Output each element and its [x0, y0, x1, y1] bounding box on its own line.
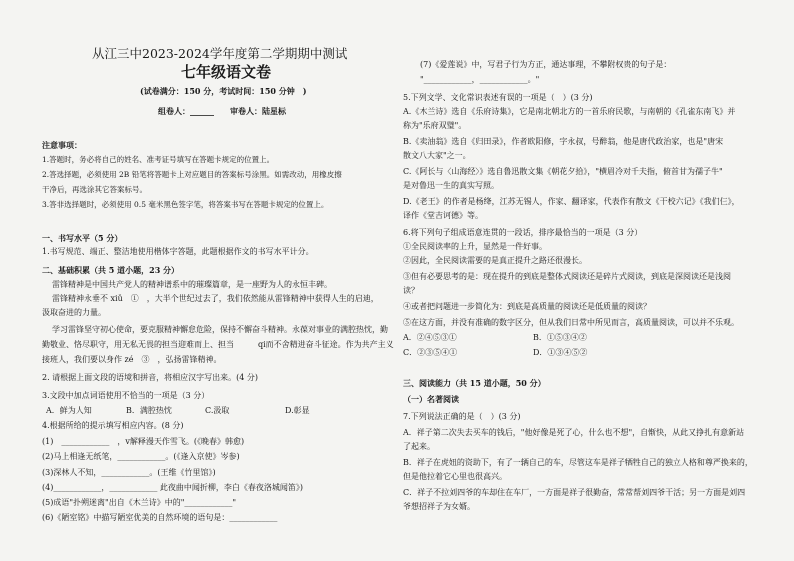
subsection-heading: （一）名著阅读	[403, 394, 459, 404]
q3-option-a: A．鲜为人知	[46, 406, 92, 415]
sentence-1: ①全民阅读率的上升，显然是一件好事。	[403, 242, 547, 251]
note-3: 3.答非选择题时，必须使用 0.5 毫米黑色签字笔，将答案书写在答题卡规定的位置上。	[42, 200, 329, 209]
q7-option-b: B．祥子在虎妞的资助下，有了一辆自己的车，尽管这车是祥子牺牲自己的独立人格和尊严换来的，	[403, 458, 753, 467]
q3-option-d: D.彰显	[285, 406, 310, 415]
section1-heading: 一、书写水平（5 分）	[42, 233, 123, 243]
exam-authors: 组卷人：______ 审卷人：陆星标	[158, 106, 286, 116]
fill-item: (5)成语"扑朔迷离"出自《木兰诗》中的"____________"	[42, 498, 237, 507]
sentence-3: ③但有必要思考的是：现在提升的到底是整体式阅读还是碎片式阅读，到底是深阅读还是浅阅	[403, 272, 731, 281]
q6-option-c: C．②③⑤④①	[403, 348, 458, 357]
passage-line: 勤敬业、恪尽职守，用无私无畏的担当迎难而上、担当 qi而不舍精进奋斗征途。作为共产主义	[42, 340, 394, 349]
q7-option-a: A．祥子第二次失去买车的钱后，"他好像是死了心，什么也不想"，自惭快，从此又挣扎有意新站	[403, 428, 745, 437]
section2-heading: 二、基础积累（共 5 道小题，23 分）	[42, 265, 180, 275]
passage-line: 雷锋精神是中国共产党人的精神谱系中的璀璨篇章，是一座野为人的永恒丰碑。	[52, 280, 332, 289]
passage-line: 接班人，我们要以身作 zé ③ ，弘扬雷锋精神。	[42, 355, 222, 364]
fill-item: (3)深林人不知，____________。(王维《竹里馆》)	[42, 468, 216, 477]
sentence-3-cont: 读？	[403, 286, 419, 295]
q7-option-c: C．祥子不拉刘四爷的车却住在车厂，一方面是祥子很勤奋，常常帮刘四爷干活；另一方面是刘四	[403, 488, 746, 497]
question-3: 3.文段中加点词语使用不恰当的一项是（3 分）	[42, 391, 210, 400]
q6-option-a: A．②④⑤③①	[403, 333, 457, 342]
sentence-2: ②因此，全民阅读需要的是真正提升之路还很漫长。	[403, 256, 587, 265]
q5-option-d-cont: 译作《堂吉诃德》等。	[403, 211, 483, 220]
question-2: 2. 请根据上面文段的语境和拼音，将相应汉字写出来。(4 分)	[42, 373, 259, 382]
q5-option-a-cont: 称为"乐府双璧"。	[403, 121, 467, 130]
section3-heading: 三、阅读能力（共 15 道小题，50 分）	[403, 378, 546, 388]
sentence-5: ⑤在这方面，并没有准确的数字区分，但从我们日常中所见而言，高质量阅读，可以并不乐观。	[403, 318, 739, 327]
question-6: 6.将下列句子组成语意连贯的一段话，排序最恰当的一项是（3 分）	[403, 228, 643, 237]
fill-item: "____________，____________。"	[420, 75, 540, 84]
q5-option-b-cont: 散文八大家"之一。	[403, 151, 471, 160]
fill-item: (1) ____________ ，v解释漫天作雪飞。(《晚春》韩愈)	[42, 437, 245, 446]
note-1: 1.答题时，务必将自己的姓名、准考证号填写在答题卡规定的位置上。	[42, 155, 275, 164]
q7-option-c-cont: 爷想招祥子为女婿。	[403, 502, 475, 511]
q5-option-d: D.《老王》的作者是杨绛，江苏无锡人，作家、翻译家，代表作有散文《干校六记》《我们仨》，	[403, 197, 740, 206]
q6-option-b: B．①⑤③④②	[533, 333, 587, 342]
question-4: 4.根据所给的提示填写相应内容。(8 分)	[42, 421, 184, 430]
note-2: 2.答选择题，必须使用 2B 铅笔将答题卡上对应题目的答案标号涂黑。如需改动，用橡皮擦	[42, 170, 342, 179]
q5-option-b: B.《卖油翁》选自《归田录》，作者欧阳修，字永叔，号醉翁，他是唐代政治家，也是"唐宋	[403, 137, 724, 146]
q7-option-a-cont: 了起来。	[403, 442, 435, 451]
q5-option-c-cont: 是对鲁迅一生的真实写照。	[403, 181, 499, 190]
sentence-4: ④或者把问题进一步简化为：到底是高质量的阅读还是低质量的阅读？	[403, 302, 651, 311]
fill-item: (7)《爱莲说》中，写君子行为方正，通达事理，不攀附权贵的句子是：	[420, 60, 672, 69]
passage-line: 雷锋精神永垂不 xiǔ ① ，大半个世纪过去了，我们依然能从雷锋精神中获得人生的启迪，	[52, 294, 379, 303]
fill-item: (6)《陋室铭》中描写陋室优美的自然环境的语句是：____________	[42, 513, 278, 522]
note-2-cont: 干净后，再选涂其它答案标号。	[42, 185, 147, 194]
q5-option-c: C.《阿长与〈山海经〉》选自鲁迅散文集《朝花夕拾》，"横眉冷对千夫指，俯首甘为孺子牛"	[403, 167, 723, 176]
notes-heading: 注意事项：	[42, 140, 82, 150]
passage-line: 汲取奋进的力量。	[42, 308, 106, 317]
question-7: 7.下列说法正确的是（ ）(3 分)	[403, 412, 521, 421]
exam-info: (试卷满分：150 分，考试时间：150 分钟 )	[140, 86, 307, 96]
section1-text: 1.书写规范、端正、整洁地使用楷体字答题，此题根据作文的书写水平计分。	[42, 247, 314, 256]
exam-subject-title: 七年级语文卷	[181, 63, 272, 81]
passage-line: 学习雷锋坚守初心使命，要克服精神懈怠危险，保持不懈奋斗精神。永葆对事业的满腔热忱，勤	[52, 325, 388, 334]
q7-option-b-cont: 但是他拉着它心里也很高兴。	[403, 472, 507, 481]
q5-option-a: A.《木兰诗》选自《乐府诗集》，它是南北朝北方的一首乐府民歌，与南朝的《孔雀东南飞》并	[403, 107, 736, 116]
fill-item: (2)马上相逢无纸笔，____________。(《逢入京使》岑参)	[42, 452, 240, 461]
fill-item: (4)____________，____________ 此夜曲中闻折柳，李白《春夜洛城闻笛》)	[42, 483, 303, 492]
q6-option-d: D．①③④⑤②	[533, 348, 588, 357]
question-5: 5.下列文学、文化常识表述有误的一项是（ ）(3 分)	[403, 93, 593, 102]
q3-option-c: C.汲取	[205, 406, 230, 415]
q3-option-b: B．满腔热忱	[126, 406, 172, 415]
exam-title: 从江三中2023-2024学年度第二学期期中测试	[92, 46, 348, 61]
